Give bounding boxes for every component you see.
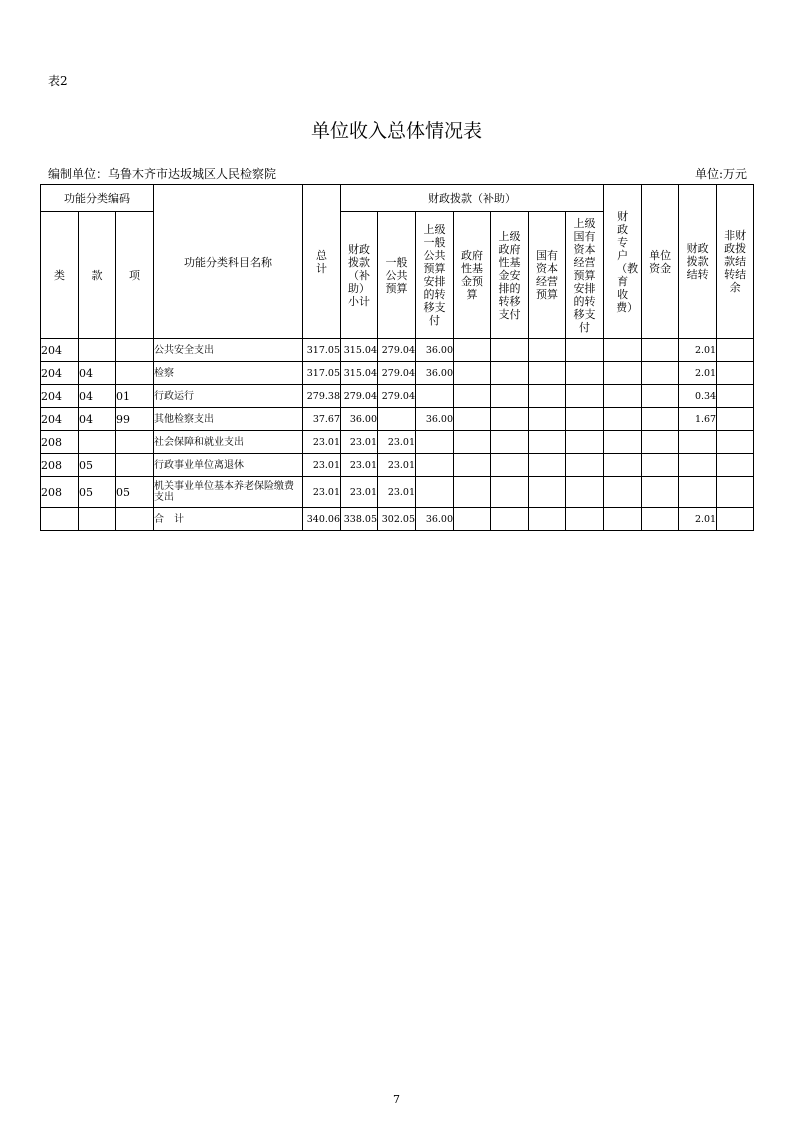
subject-name-header: 功能分类科目名称 xyxy=(154,185,303,339)
kuan-cell: 04 xyxy=(79,385,116,408)
subtotal-cell: 315.04 xyxy=(341,362,378,385)
kuan-header: 款 xyxy=(79,212,116,339)
xiang-cell: 01 xyxy=(116,385,154,408)
kuan-cell: 04 xyxy=(79,362,116,385)
lei-cell xyxy=(41,508,79,531)
lei-cell: 204 xyxy=(41,362,79,385)
subtotal-cell: 23.01 xyxy=(341,431,378,454)
lei-cell: 204 xyxy=(41,408,79,431)
xiang-cell: 05 xyxy=(116,477,154,508)
currency-unit: 单位:万元 xyxy=(694,167,747,181)
fiscal-carry-cell: 1.67 xyxy=(679,408,717,431)
total-cell: 23.01 xyxy=(303,454,341,477)
table-row xyxy=(41,339,754,362)
fiscal-carry-cell: 0.34 xyxy=(679,385,717,408)
table-row xyxy=(41,431,754,454)
transfer-general-cell: 36.00 xyxy=(416,508,454,531)
table-row xyxy=(41,477,754,508)
subject-name-cell: 行政事业单位离退休 xyxy=(154,454,303,477)
fiscal-carry-cell: 2.01 xyxy=(679,362,717,385)
xiang-cell xyxy=(116,339,154,362)
total-row xyxy=(41,508,754,531)
fiscal-subtotal-header: 财政拨款（补助）小计 xyxy=(341,212,378,339)
gov-fund-header: 政府性基金预算 xyxy=(454,212,491,339)
transfer-capital-header: 上级国有资本经营预算安排的转移支付 xyxy=(566,212,604,339)
general-budget-cell xyxy=(378,408,416,431)
total-cell: 23.01 xyxy=(303,431,341,454)
fiscal-carry-cell xyxy=(679,477,717,508)
page-title: 单位收入总体情况表 xyxy=(310,120,482,142)
transfer-general-cell xyxy=(416,454,454,477)
table-row xyxy=(41,362,754,385)
general-budget-cell: 23.01 xyxy=(378,477,416,508)
xiang-cell xyxy=(116,431,154,454)
nonfiscal-carry-header: 非财政拨款结转结余 xyxy=(717,185,754,339)
kuan-cell: 05 xyxy=(79,454,116,477)
transfer-general-cell xyxy=(416,477,454,508)
subject-name-cell: 公共安全支出 xyxy=(154,339,303,362)
general-budget-cell: 302.05 xyxy=(378,508,416,531)
subtotal-cell: 279.04 xyxy=(341,385,378,408)
transfer-general-cell: 36.00 xyxy=(416,339,454,362)
transfer-general-cell: 36.00 xyxy=(416,362,454,385)
subject-name-cell: 机关事业单位基本养老保险缴费支出 xyxy=(154,477,303,508)
edu-fee-header: 财政专户（教育收费） xyxy=(604,185,642,339)
general-budget-cell: 279.04 xyxy=(378,362,416,385)
transfer-fund-header: 上级政府性基金安排的转移支付 xyxy=(491,212,529,339)
transfer-general-header: 上级一般公共预算安排的转移支付 xyxy=(416,212,454,339)
lei-cell: 208 xyxy=(41,431,79,454)
general-budget-cell: 279.04 xyxy=(378,385,416,408)
subject-name-cell: 行政运行 xyxy=(154,385,303,408)
transfer-general-cell xyxy=(416,431,454,454)
fiscal-carry-cell xyxy=(679,431,717,454)
fiscal-carry-header: 财政拨款结转 xyxy=(679,185,717,339)
subtotal-cell: 36.00 xyxy=(341,408,378,431)
compiling-unit: 编制单位：乌鲁木齐市达坂城区人民检察院 xyxy=(48,167,277,181)
lei-cell: 204 xyxy=(41,385,79,408)
unit-funds-header: 单位资金 xyxy=(642,185,679,339)
subject-name-cell: 社会保障和就业支出 xyxy=(154,431,303,454)
fiscal-carry-cell xyxy=(679,454,717,477)
total-header: 总计 xyxy=(303,185,341,339)
table-row xyxy=(41,385,754,408)
general-budget-cell: 279.04 xyxy=(378,339,416,362)
kuan-cell xyxy=(79,431,116,454)
fiscal-group-header: 财政拨款（补助） xyxy=(341,185,604,212)
lei-header: 类 xyxy=(41,212,79,339)
fiscal-carry-cell: 2.01 xyxy=(679,339,717,362)
subtotal-cell: 338.05 xyxy=(341,508,378,531)
total-cell: 317.05 xyxy=(303,362,341,385)
transfer-general-cell: 36.00 xyxy=(416,408,454,431)
table-row xyxy=(41,454,754,477)
table-row xyxy=(41,408,754,431)
subject-name-cell: 其他检察支出 xyxy=(154,408,303,431)
kuan-cell xyxy=(79,508,116,531)
lei-cell: 208 xyxy=(41,454,79,477)
lei-cell: 208 xyxy=(41,477,79,508)
subtotal-cell: 23.01 xyxy=(341,477,378,508)
general-budget-header: 一般公共预算 xyxy=(378,212,416,339)
func-code-header: 功能分类编码 xyxy=(41,185,154,212)
page-number: 7 xyxy=(393,1093,400,1106)
kuan-cell: 05 xyxy=(79,477,116,508)
subject-name-cell: 检察 xyxy=(154,362,303,385)
subtotal-cell: 315.04 xyxy=(341,339,378,362)
income-summary-table xyxy=(40,184,754,531)
fiscal-carry-cell: 2.01 xyxy=(679,508,717,531)
total-cell: 340.06 xyxy=(303,508,341,531)
kuan-cell: 04 xyxy=(79,408,116,431)
xiang-cell xyxy=(116,508,154,531)
subject-name-cell: 合 计 xyxy=(154,508,303,531)
total-cell: 37.67 xyxy=(303,408,341,431)
general-budget-cell: 23.01 xyxy=(378,454,416,477)
total-cell: 317.05 xyxy=(303,339,341,362)
transfer-general-cell xyxy=(416,385,454,408)
xiang-cell xyxy=(116,454,154,477)
total-cell: 23.01 xyxy=(303,477,341,508)
general-budget-cell: 23.01 xyxy=(378,431,416,454)
xiang-cell xyxy=(116,362,154,385)
subtotal-cell: 23.01 xyxy=(341,454,378,477)
lei-cell: 204 xyxy=(41,339,79,362)
table-number-label: 表2 xyxy=(48,74,68,88)
xiang-header: 项 xyxy=(116,212,154,339)
kuan-cell xyxy=(79,339,116,362)
xiang-cell: 99 xyxy=(116,408,154,431)
state-capital-header: 国有资本经营预算 xyxy=(529,212,566,339)
total-cell: 279.38 xyxy=(303,385,341,408)
